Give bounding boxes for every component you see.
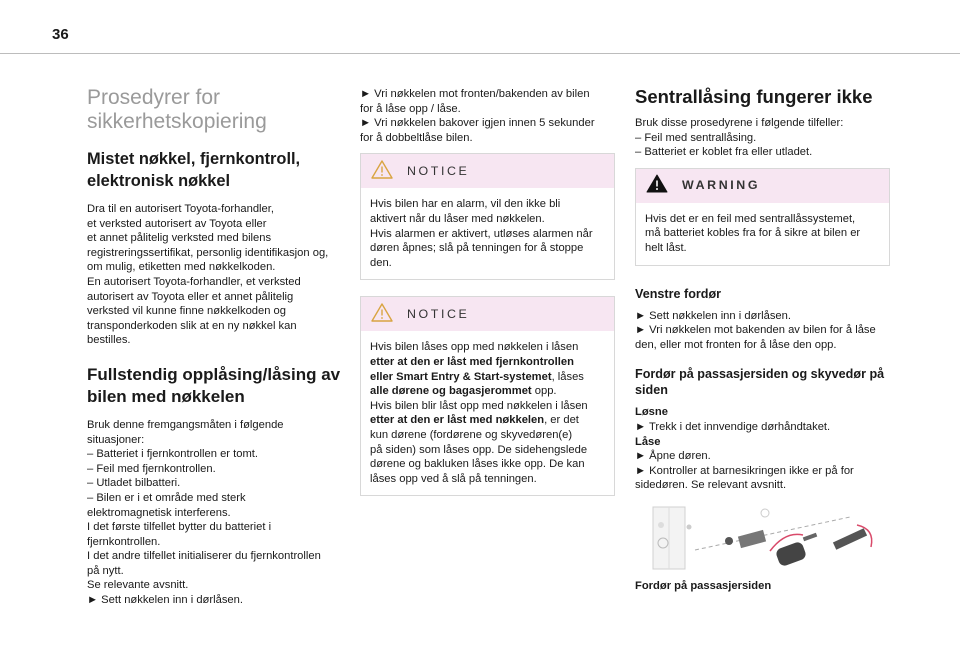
text-line: En autorisert Toyota-forhandler, et verksted: [87, 275, 301, 288]
text-line: ► Kontroller at barnesikringen ikke er på for: [635, 464, 854, 477]
bold-text: etter at den er låst med nøkkelen: [370, 414, 545, 427]
illustration-caption: Fordør på passasjersiden: [635, 579, 772, 592]
column-right: [635, 86, 890, 594]
text-line: – Batteriet er koblet fra eller utladet.: [635, 146, 813, 159]
notice-body: [361, 331, 614, 495]
text-line: ► Trekk i det innvendige dørhåndtaket.: [635, 420, 831, 433]
text-line: må batteriet kobles fra for å sikre at bilen er: [645, 227, 861, 240]
text-line: – Utladet bilbatteri.: [87, 477, 181, 490]
text-line: for å låse opp / låse.: [360, 102, 461, 115]
warning-box: [635, 168, 890, 266]
text-line: et verksted autorisert av Toyota eller: [87, 217, 267, 230]
text-line: registreringssertifikat, personlig identifikasjon og,: [87, 246, 329, 259]
notice-header: [361, 154, 614, 188]
text-line: Bruk denne fremgangsmåten i følgende: [87, 418, 284, 431]
warning-title: WARNING: [682, 178, 761, 193]
text-line: ► Åpne døren.: [635, 450, 711, 463]
intro-steps: [360, 87, 615, 145]
text-line: transponderkoden slik at en ny nøkkel kan: [87, 319, 297, 332]
column-left: [87, 86, 342, 608]
heading-central-locking: Sentrallåsing fungerer ikke: [635, 86, 873, 107]
text-line: Hvis bilen har en alarm, vil den ikke bli: [370, 198, 561, 211]
text-line: Hvis bilen låses opp med nøkkelen i låsen: [370, 341, 579, 354]
text-line: Hvis alarmen er aktivert, utløses alarmen når: [370, 227, 593, 240]
bold-text: alle dørene og bagasjerommet: [370, 385, 532, 398]
heading-lost-key: Mistet nøkkel, fjernkontroll, elektronisk nøkkel: [87, 150, 301, 190]
central-paragraph: [635, 116, 890, 160]
heading-full-lock: Fullstendig opplåsing/låsing av bilen med nøkkelen: [87, 364, 341, 406]
warning-body: [636, 203, 889, 265]
left-front-steps: [635, 309, 890, 353]
warning-triangle-icon: [646, 174, 668, 198]
heading-passenger-door: Fordør på passasjersiden og skyvedør på siden: [635, 367, 885, 398]
text-line: I det andre tilfellet initialiserer du fjernkontrollen: [87, 550, 321, 563]
text-line: – Batteriet i fjernkontrollen er tomt.: [87, 448, 258, 461]
text-line: fjernkontrollen.: [87, 535, 161, 548]
text-line: I det første tilfellet bytter du batteriet i: [87, 521, 272, 534]
section-title: Prosedyrer for sikkerhetskopiering: [87, 86, 267, 133]
notice-box-unlock: [360, 296, 615, 496]
text-fragment: , er det: [544, 414, 579, 427]
text-line: helt låst.: [645, 241, 687, 254]
text-line: – Feil med sentrallåsing.: [635, 131, 757, 144]
notice-body: [361, 188, 614, 279]
lost-key-paragraph: [87, 202, 342, 348]
text-line: den, eller mot fronten for å låse den opp.: [635, 338, 837, 351]
text-line: den.: [370, 256, 392, 269]
notice-title: NOTICE: [407, 307, 470, 322]
text-line: ► Vri nøkkelen mot fronten/bakenden av bilen: [360, 88, 590, 100]
notice-triangle-icon: [371, 160, 393, 184]
text-line: bestilles.: [87, 334, 131, 347]
text-line: om mulig, etiketten med nøkkelkoden.: [87, 261, 276, 274]
text-line: elektromagnetisk interferens.: [87, 506, 231, 519]
text-line: døren åpnes; slå på tenningen for å stoppe: [370, 242, 584, 255]
text-line: – Bilen er i et område med sterk: [87, 491, 246, 504]
text-line: Hvis bilen blir låst opp med nøkkelen i låsen: [370, 399, 588, 412]
text-line: Bruk disse prosedyrene i følgende tilfeller:: [635, 117, 844, 129]
text-line: ► Vri nøkkelen mot bakenden av bilen for å låse: [635, 324, 876, 337]
text-line: et annet pålitelig verksted med bilens: [87, 232, 272, 245]
text-line: låses opp ved å slå på tenningen.: [370, 472, 537, 485]
text-line: verksted vil kunne finne nøkkelkoden og: [87, 305, 287, 318]
notice-header: [361, 297, 614, 331]
text-line: sidedøren. Se relevant avsnitt.: [635, 479, 787, 492]
header-rule: [0, 53, 960, 54]
text-line: for å dobbeltlåse bilen.: [360, 131, 473, 144]
text-line: Dra til en autorisert Toyota-forhandler,: [87, 203, 274, 215]
text-line: på siden) som låses opp. De sidehengslede: [370, 443, 588, 456]
text-line: ► Sett nøkkelen inn i dørlåsen.: [635, 309, 791, 322]
text-line: på nytt.: [87, 564, 124, 577]
text-fragment: , låses: [551, 370, 584, 383]
text-line: dørene og bakluken låses ikke opp. De kan: [370, 458, 585, 471]
text-line: autorisert av Toyota eller et annet pålitelig: [87, 290, 294, 303]
warning-header: [636, 169, 889, 203]
text-line: ► Vri nøkkelen bakover igjen innen 5 sekunder: [360, 117, 595, 130]
text-fragment: opp.: [531, 385, 557, 398]
notice-box-alarm: [360, 153, 615, 280]
text-line: Hvis det er en feil med sentrallåssystemet,: [645, 212, 856, 225]
text-line: aktivert når du låser med nøkkelen.: [370, 212, 545, 225]
notice-title: NOTICE: [407, 164, 470, 179]
text-line: situasjoner:: [87, 433, 145, 446]
full-lock-paragraph: [87, 418, 342, 608]
unlock-label: Løsne: [635, 406, 668, 419]
text-line: – Feil med fjernkontrollen.: [87, 462, 216, 475]
lock-label: Låse: [635, 435, 661, 448]
bold-text: etter at den er låst med fjernkontrollen: [370, 355, 574, 368]
text-line: kun dørene (fordørene og skyvedøren(e): [370, 428, 573, 441]
column-middle: [360, 87, 615, 512]
text-line: ► Sett nøkkelen inn i dørlåsen.: [87, 594, 243, 607]
heading-left-front-door: Venstre fordør: [635, 286, 722, 301]
bold-text: eller Smart Entry & Start-systemet: [370, 370, 552, 383]
text-line: Se relevante avsnitt.: [87, 579, 189, 592]
door-lock-illustration: [635, 505, 890, 571]
notice-triangle-icon: [371, 303, 393, 327]
page-number: 36: [52, 26, 69, 43]
